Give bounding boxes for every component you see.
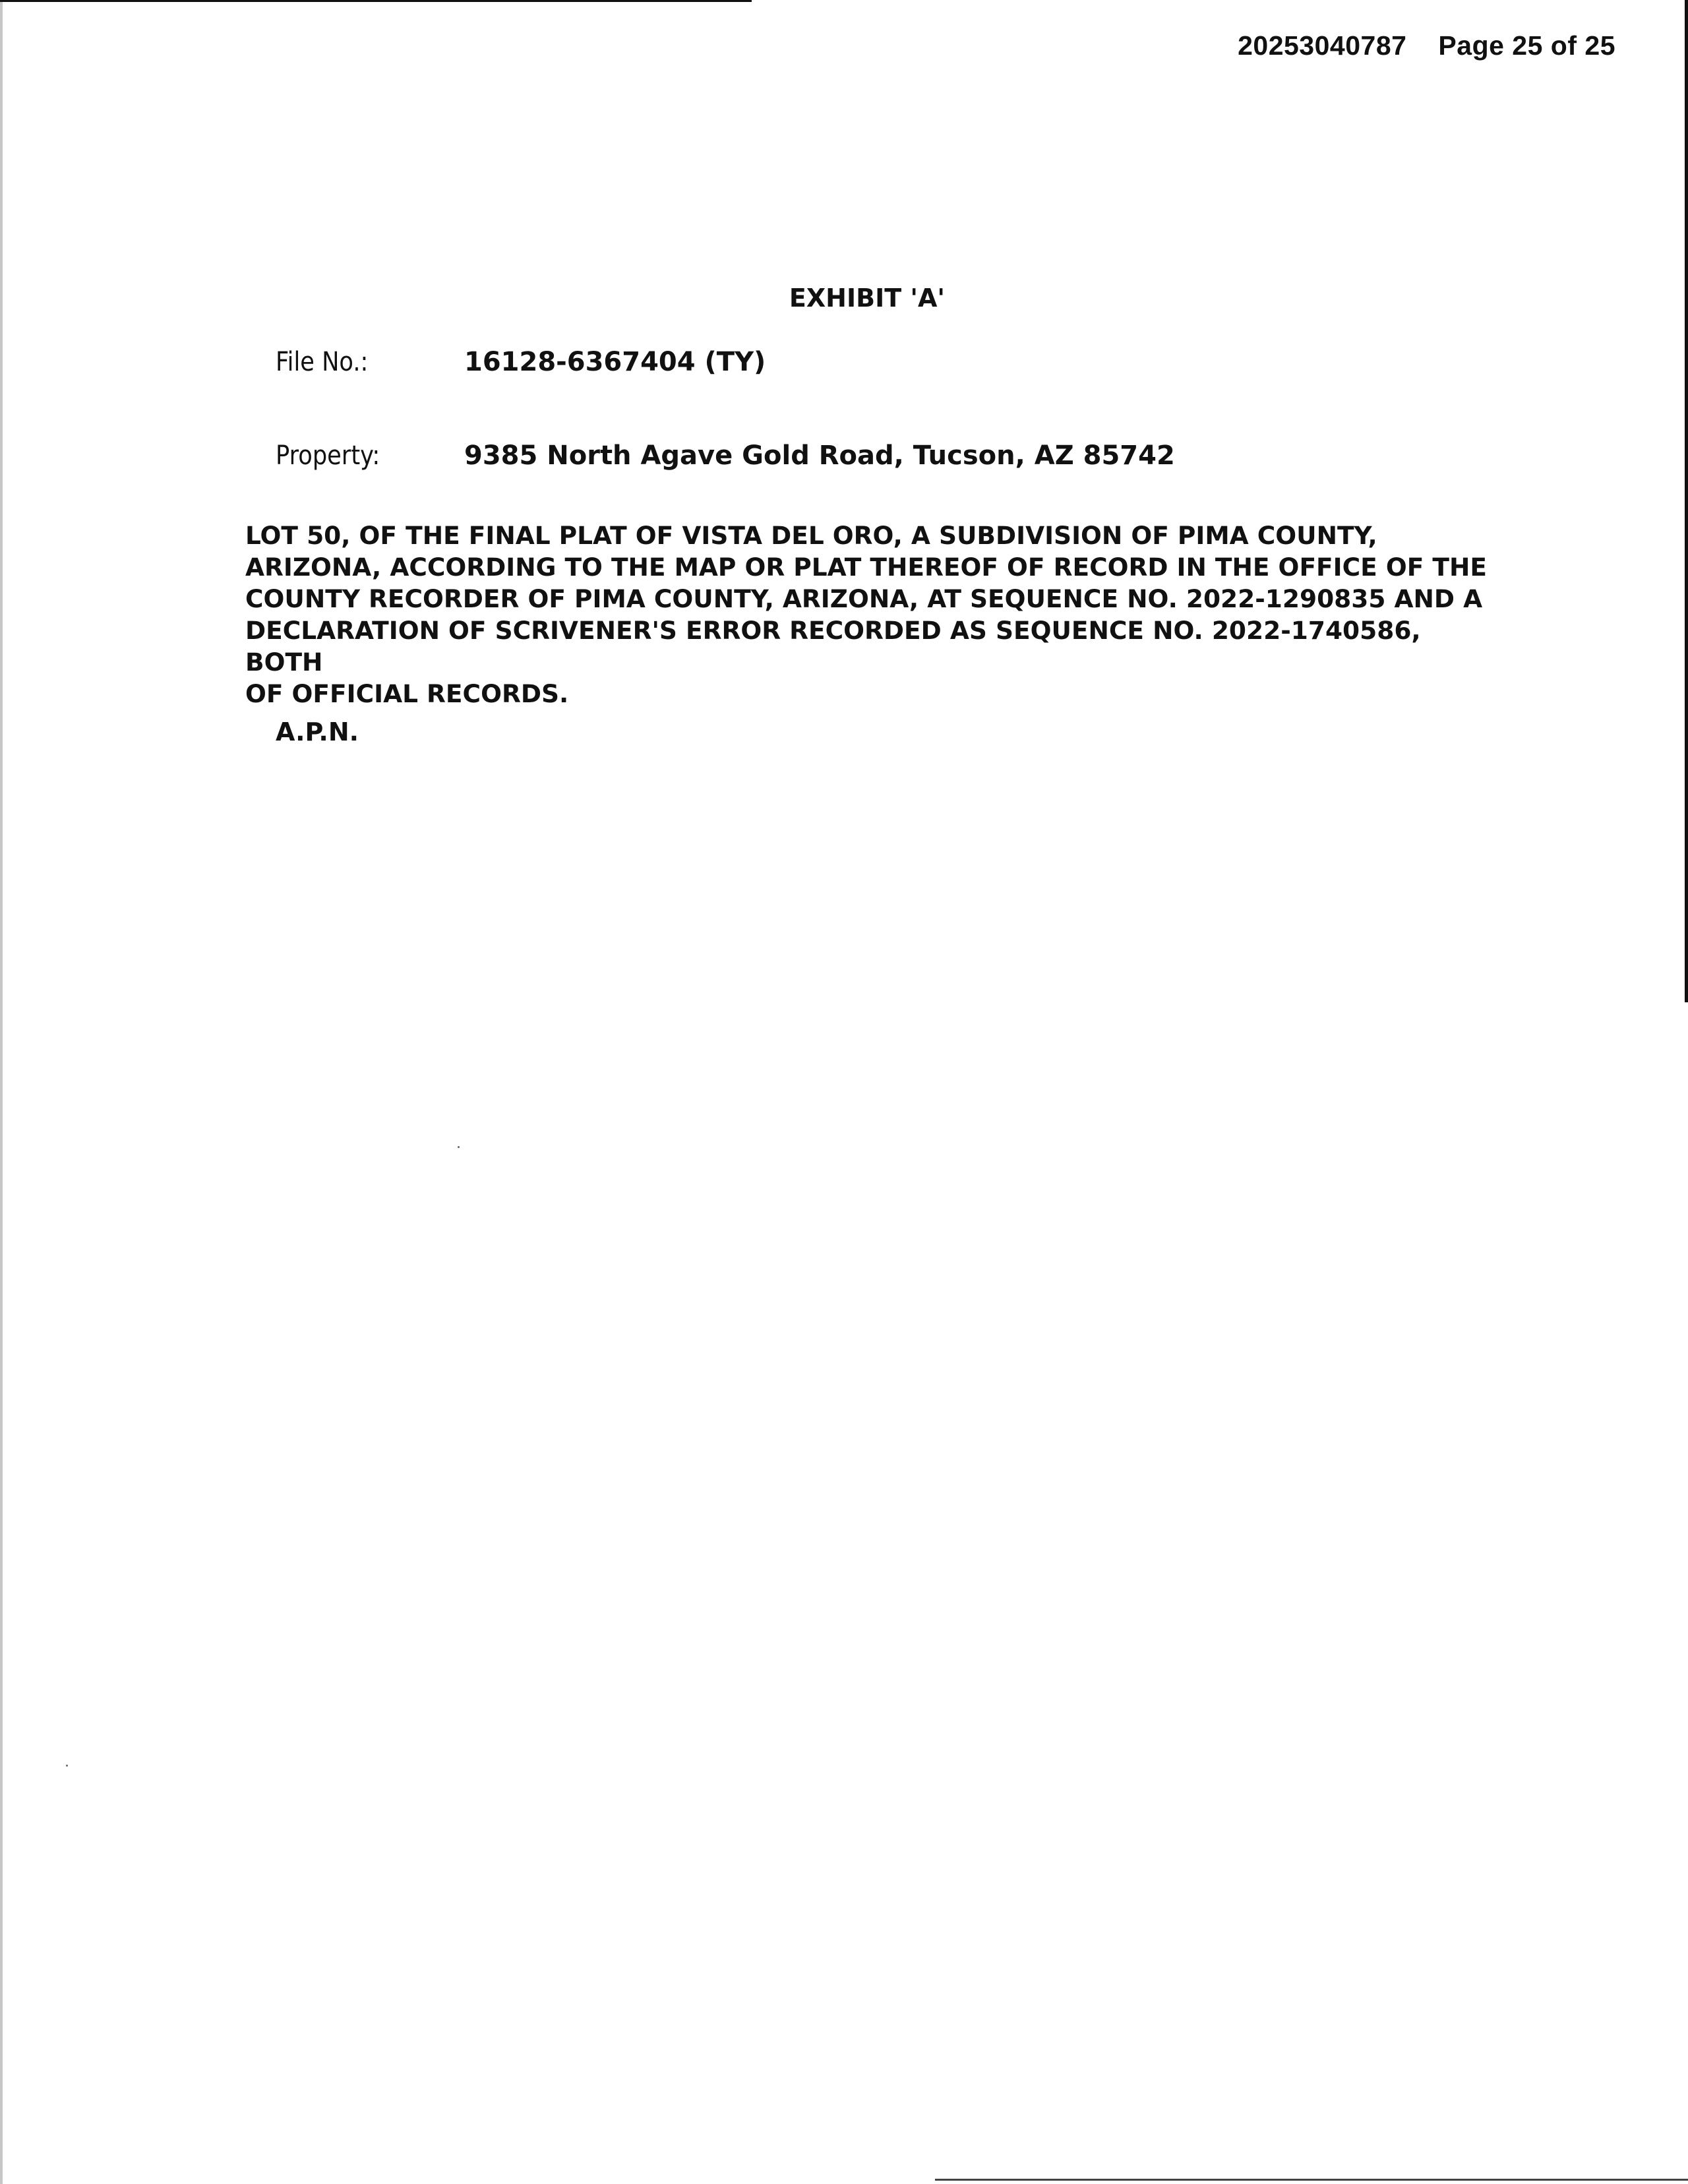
apn-label: A.P.N. bbox=[276, 717, 359, 746]
file-no-label: File No.: bbox=[276, 347, 369, 377]
property-label: Property: bbox=[276, 440, 380, 471]
legal-description: LOT 50, OF THE FINAL PLAT OF VISTA DEL ORO, A SUBDIVISION OF PIMA COUNTY, ARIZONA, ACCORDING TO THE MAP OR PLAT THEREOF OF RECORD IN THE OFFICE OF THE COUNTY RECORDER OF PIMA COUNTY, ARIZONA, AT SEQUENCE NO. 2022-1290835 AND A DECLARATION OF SCRIVENER'S ERROR RECORDED AS SEQUENCE NO. 2022-1740586, BOTH OF OFFICIAL RECORDS. bbox=[245, 521, 1487, 708]
scan-speck bbox=[458, 1146, 460, 1148]
file-no-value: 16128-6367404 (TY) bbox=[464, 347, 766, 377]
exhibit-title: EXHIBIT 'A' bbox=[789, 284, 946, 313]
scan-speck bbox=[66, 1765, 68, 1767]
document-number: 20253040787 bbox=[1238, 30, 1407, 61]
scan-bottom-edge bbox=[935, 2179, 1688, 2181]
scan-right-edge bbox=[1685, 0, 1688, 1002]
scan-top-edge bbox=[0, 0, 752, 2]
property-value: 9385 North Agave Gold Road, Tucson, AZ 85742 bbox=[464, 440, 1175, 471]
scan-left-edge bbox=[0, 0, 3, 2184]
page-number: Page 25 of 25 bbox=[1438, 30, 1615, 61]
page-header bbox=[1238, 30, 1615, 61]
